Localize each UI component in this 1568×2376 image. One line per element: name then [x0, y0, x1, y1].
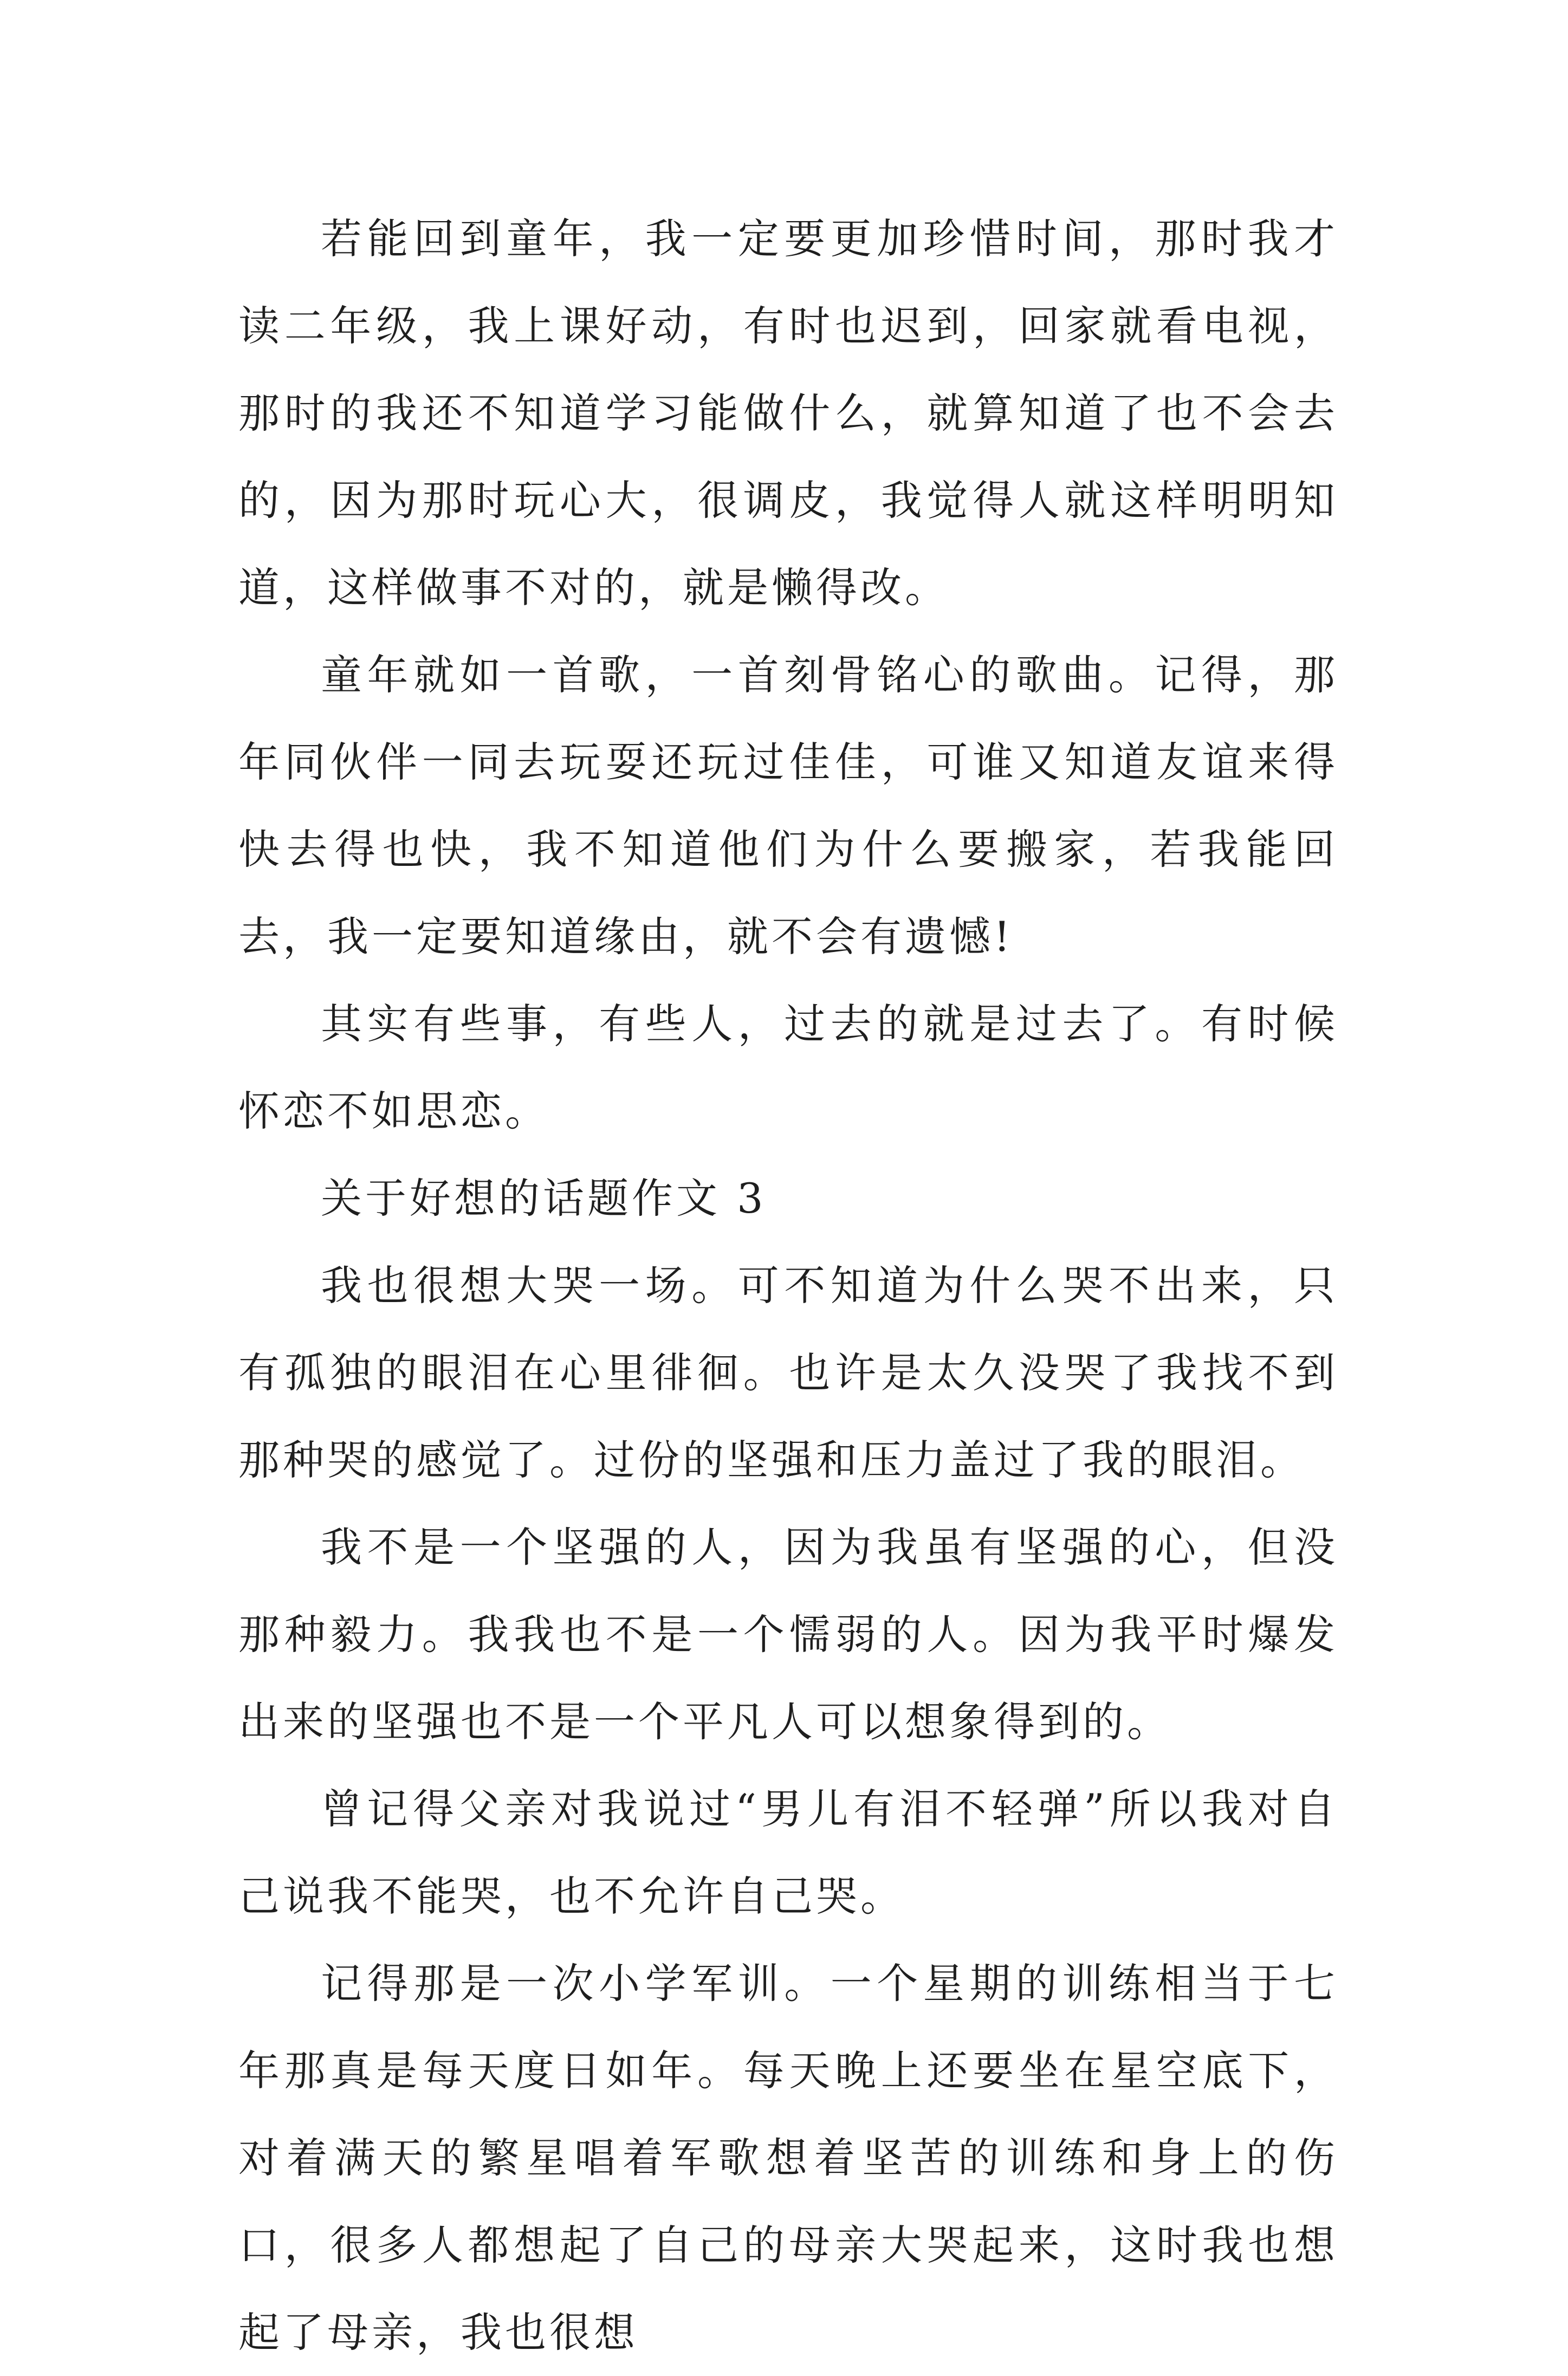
essay-body	[238, 195, 1338, 2376]
paragraph-past: 其实有些事，有些人，过去的就是过去了。有时候怀恋不如思恋。	[238, 1000, 1338, 1135]
essay-heading: 关于好想的话题作文 3	[321, 1174, 767, 1222]
paragraph-military-training: 记得那是一次小学军训。一个星期的训练相当于七年那真是每天度日如年。每天晚上还要坐在星空底下，对着满天的繁星唱着军歌想着坚苦的训练和身上的伤口，很多人都想起了自己的母亲大哭起来，这时我也想起了母亲，我也很想	[238, 1959, 1338, 2356]
paragraph-childhood-time: 若能回到童年，我一定要更加珍惜时间，那时我才读二年级，我上课好动，有时也迟到，回家就看电视，那时的我还不知道学习能做什么，就算知道了也不会去的，因为那时玩心大，很调皮，我觉得人就这样明明知道，这样做事不对的，就是懒得改。	[238, 215, 1338, 612]
paragraph-not-strong: 我不是一个坚强的人，因为我虽有坚强的心，但没那种毅力。我我也不是一个懦弱的人。因为我平时爆发出来的坚强也不是一个平凡人可以想象得到的。	[238, 1523, 1338, 1746]
paragraph-father-quote: 曾记得父亲对我说过“男儿有泪不轻弹”所以我对自己说我不能哭，也不允许自己哭。	[238, 1785, 1338, 1920]
paragraph-want-to-cry: 我也很想大哭一场。可不知道为什么哭不出来，只有孤独的眼泪在心里徘徊。也许是太久没哭了我找不到那种哭的感觉了。过份的坚强和压力盖过了我的眼泪。	[238, 1261, 1338, 1484]
paragraph-childhood-song: 童年就如一首歌，一首刻骨铭心的歌曲。记得，那年同伙伴一同去玩耍还玩过佳佳，可谁又知道友谊来得快去得也快，我不知道他们为什么要搬家，若我能回去，我一定要知道缘由，就不会有遗憾!	[238, 651, 1338, 961]
